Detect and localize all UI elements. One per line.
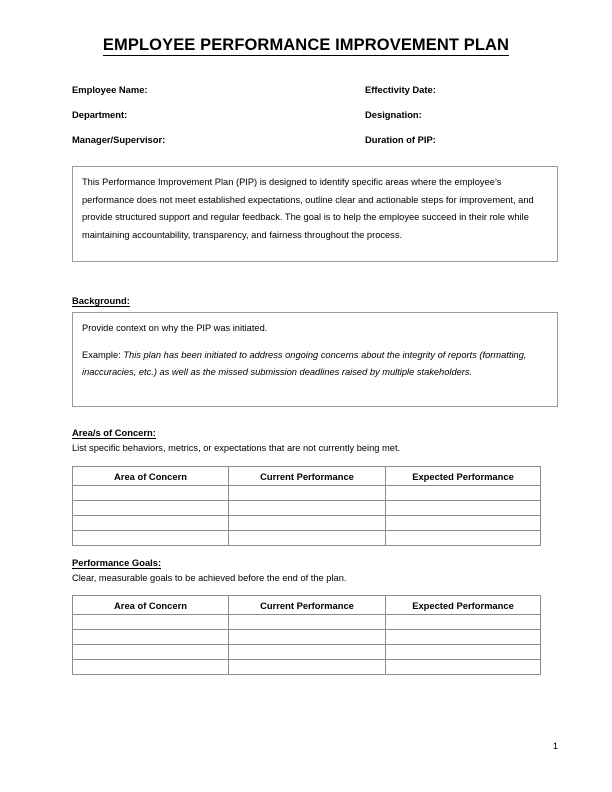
field-label-employee-name: Employee Name: bbox=[72, 84, 148, 95]
table-cell[interactable] bbox=[229, 516, 386, 531]
column-header-area-of-concern: Area of Concern bbox=[73, 467, 229, 486]
area-of-concern-subtitle: List specific behaviors, metrics, or expectations that are not currently being met. bbox=[72, 443, 401, 453]
table-cell[interactable] bbox=[229, 501, 386, 516]
table-cell[interactable] bbox=[229, 630, 386, 645]
table-cell[interactable] bbox=[386, 516, 541, 531]
column-header-expected-performance: Expected Performance bbox=[386, 596, 541, 615]
background-example bbox=[82, 347, 547, 382]
employee-info-fields bbox=[72, 84, 558, 159]
column-header-area-of-concern: Area of Concern bbox=[73, 596, 229, 615]
table-cell[interactable] bbox=[229, 615, 386, 630]
table-row[interactable] bbox=[73, 615, 541, 630]
table-cell[interactable] bbox=[73, 630, 229, 645]
table-header-row bbox=[73, 596, 541, 615]
introduction-text: This Performance Improvement Plan (PIP) is designed to identify specific areas where the employee’s performance does not meet established expectations, outline clear and actionable steps for improvement, and provide structured support and regular feedback. The goal is to help the employee succeed in their role while maintaining accountability, transparency, and fairness throughout the process. bbox=[82, 177, 534, 240]
table-row[interactable] bbox=[73, 645, 541, 660]
table-cell[interactable] bbox=[73, 660, 229, 675]
table-row[interactable] bbox=[73, 531, 541, 546]
table-cell[interactable] bbox=[229, 645, 386, 660]
page-title bbox=[0, 36, 612, 55]
background-heading-text: Background: bbox=[72, 295, 130, 306]
field-label-department: Department: bbox=[72, 109, 128, 120]
table-row[interactable] bbox=[73, 630, 541, 645]
table-cell[interactable] bbox=[73, 615, 229, 630]
table-row[interactable] bbox=[73, 660, 541, 675]
table-row[interactable] bbox=[73, 486, 541, 501]
table-cell[interactable] bbox=[73, 531, 229, 546]
field-label-manager-supervisor: Manager/Supervisor: bbox=[72, 134, 166, 145]
table-cell[interactable] bbox=[229, 486, 386, 501]
performance-goals-subtitle: Clear, measurable goals to be achieved before the end of the plan. bbox=[72, 573, 347, 583]
table-cell[interactable] bbox=[386, 660, 541, 675]
table-row[interactable] bbox=[73, 501, 541, 516]
field-row bbox=[72, 109, 558, 134]
table-cell[interactable] bbox=[386, 615, 541, 630]
table-cell[interactable] bbox=[386, 486, 541, 501]
table-cell[interactable] bbox=[229, 531, 386, 546]
page-title-text: EMPLOYEE PERFORMANCE IMPROVEMENT PLAN bbox=[102, 36, 510, 54]
table-cell[interactable] bbox=[229, 660, 386, 675]
area-of-concern-heading bbox=[72, 427, 156, 438]
table-row[interactable] bbox=[73, 516, 541, 531]
column-header-current-performance: Current Performance bbox=[229, 467, 386, 486]
performance-goals-heading-text: Performance Goals: bbox=[72, 557, 162, 568]
area-of-concern-heading-text: Area/s of Concern: bbox=[72, 427, 156, 438]
table-cell[interactable] bbox=[386, 630, 541, 645]
page-number: 1 bbox=[552, 741, 558, 751]
table-cell[interactable] bbox=[73, 501, 229, 516]
table-cell[interactable] bbox=[73, 516, 229, 531]
background-box bbox=[72, 312, 558, 407]
column-header-expected-performance: Expected Performance bbox=[386, 467, 541, 486]
background-instruction: Provide context on why the PIP was initiated. bbox=[82, 323, 268, 333]
field-label-effectivity-date: Effectivity Date: bbox=[365, 84, 436, 95]
table-cell[interactable] bbox=[386, 531, 541, 546]
field-row bbox=[72, 84, 558, 109]
performance-goals-heading bbox=[72, 557, 161, 568]
field-row bbox=[72, 134, 558, 159]
table-cell[interactable] bbox=[386, 501, 541, 516]
column-header-current-performance: Current Performance bbox=[229, 596, 386, 615]
background-example-prefix: Example: bbox=[82, 349, 124, 360]
table-header-row bbox=[73, 467, 541, 486]
table-cell[interactable] bbox=[73, 486, 229, 501]
background-example-text: This plan has been initiated to address ongoing concerns about the integrity of reports (formatting, inaccuracies, etc.) as well as the missed submission deadlines raised by multiple stakeholders. bbox=[82, 349, 527, 378]
background-heading bbox=[72, 295, 130, 306]
introduction-box bbox=[72, 166, 558, 262]
table-cell[interactable] bbox=[73, 645, 229, 660]
area-of-concern-table bbox=[72, 466, 541, 546]
table-cell[interactable] bbox=[386, 645, 541, 660]
performance-goals-table bbox=[72, 595, 541, 675]
field-label-duration-of-pip: Duration of PIP: bbox=[365, 134, 436, 145]
field-label-designation: Designation: bbox=[365, 109, 422, 120]
